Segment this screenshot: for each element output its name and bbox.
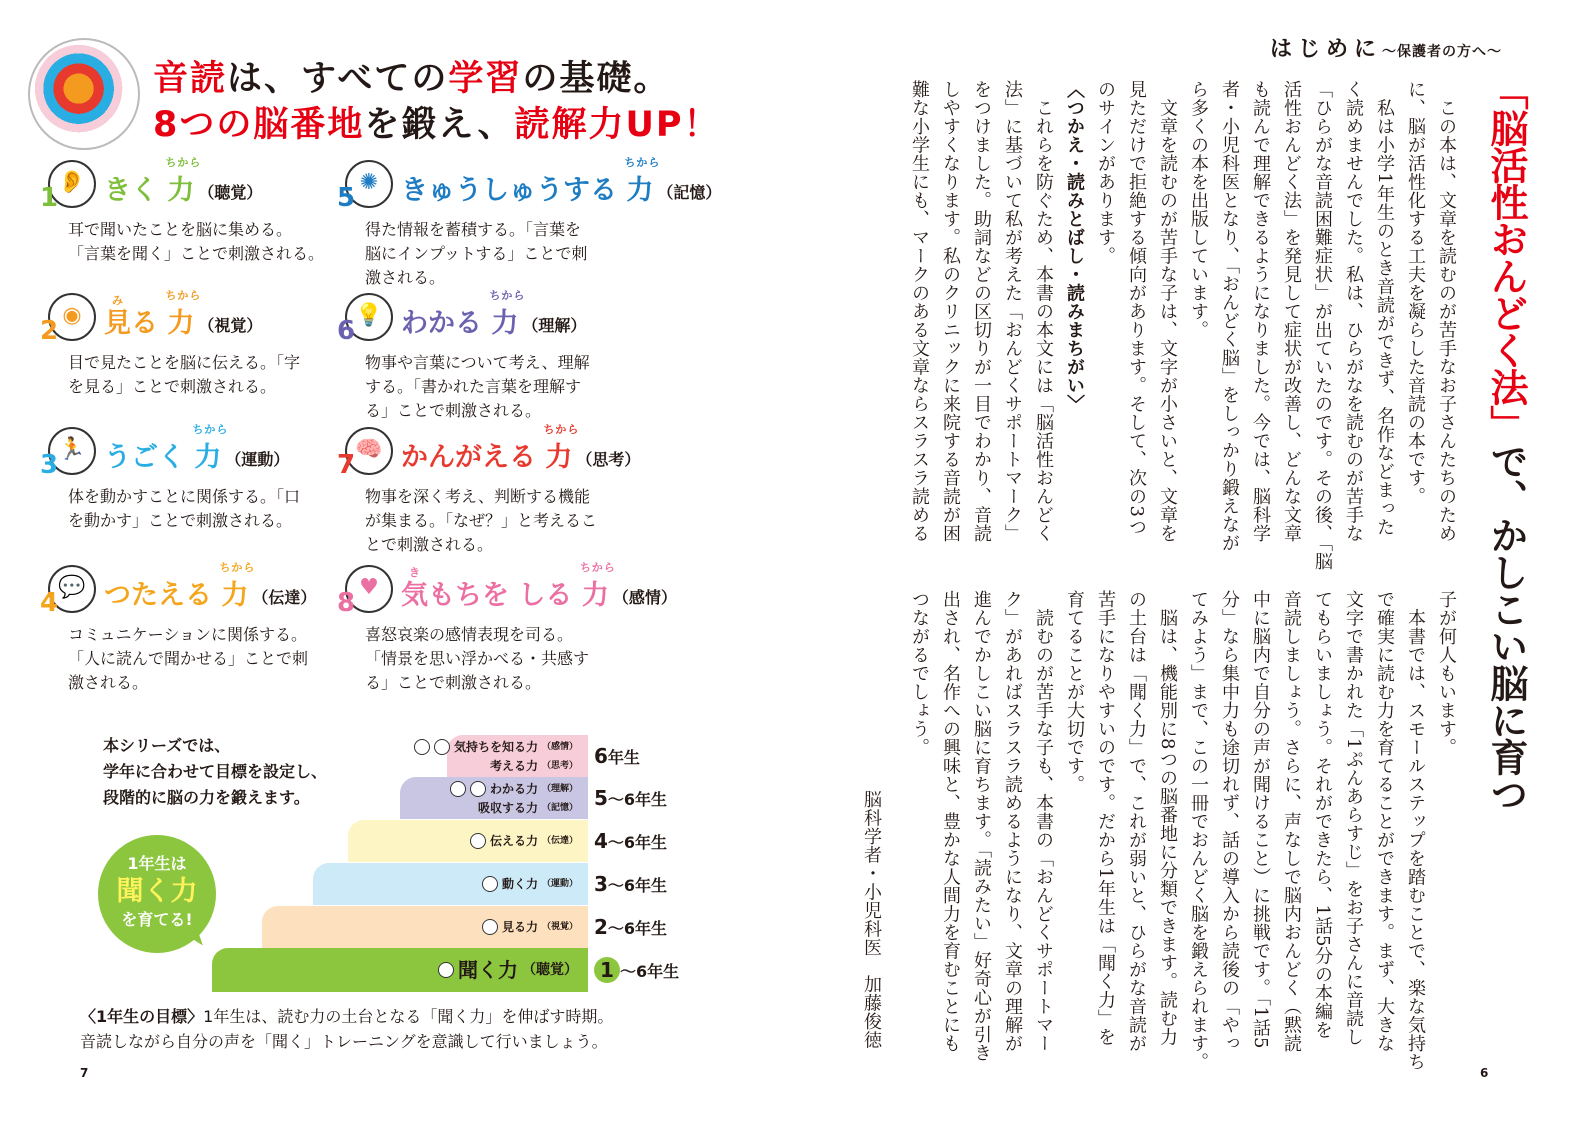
ability-description [365,351,725,423]
headline-segment: 読解力UP！ [514,105,721,145]
grade-label [594,829,667,855]
chikara: 力 [581,580,609,611]
text-column: つながるでしょう。 [909,590,930,757]
ability-icon [470,833,486,849]
text-column: 法」に基づいて私が考えた「おんどくサポートマーク」 [1002,80,1023,543]
headline-line-2 [153,104,721,146]
lightbulb-icon [337,293,393,346]
headline-segment: は、すべての [227,59,449,99]
grade-text: 年生 [607,748,640,767]
text-column: 進んでかしこい脳に育ちます。「読みたい」好奇心が引き [971,590,992,1062]
first-grade-bubble [98,835,216,953]
chikara-wrap [192,423,229,473]
text-column: の土台は「聞く力」で、これが弱いと、ひらがな音読が [1126,590,1147,1053]
text-column: 文字で書かれた「1ぷんあらすじ」をお子さんに音読し [1343,590,1364,1046]
description-line: 「言葉を聞く」ことで刺激される。 [68,244,325,263]
icon-glyph: 🏃 [58,437,86,462]
heading-red: 「脳活性おんどく法」 [1484,72,1528,442]
step-line [482,875,578,894]
step-sense: （視覚） [541,922,578,932]
grade-label [594,744,640,770]
series-text-line: 段階的に脳の力を鍛えます。 [103,788,310,807]
description-line: が集まる。「なぜ？」と考えるこ [365,511,598,530]
ability-icon [414,739,430,755]
grade-number: 5 [594,786,608,810]
grade-step [212,948,588,992]
text-column: これらを防ぐため、本書の本文には「脳活性おんどく [1033,80,1054,543]
text-column: 難な小学生にも、マークのある文章ならスラスラ読める [909,80,930,543]
speech-bubble-icon [40,565,96,618]
step-line [438,957,578,983]
chikara-wrap [489,289,526,339]
text-column: 音読しましょう。さらに、声なしで脳内おんどく（黙読 [1281,590,1302,1053]
grade-number: 3 [594,872,608,896]
grade-label [594,872,667,898]
headline-segment: の基礎。 [522,59,671,99]
description-line: する。「書かれた言葉を理解す [365,377,582,396]
step-sense: （理解） [541,783,578,794]
text-column: この本は、文章を読むのが苦手なお子さんたちのため [1436,80,1457,543]
ability-kana: きゅうしゅうする [401,175,617,206]
furigana: ちから [165,289,202,302]
grade-label [594,786,667,812]
description-line: 脳にインプットする」ことで刺 [365,244,588,263]
text-column: 活性おんどく法」を発見して症状が改善し、どんな文章 [1281,80,1302,543]
ability-title [104,561,256,613]
page-number-right: 6 [1480,1066,1489,1080]
step-sense: （聴覚） [522,962,578,978]
step-label: 吸収する力 [477,800,538,815]
furigana: ちから [219,561,256,574]
icon-glyph: ◉ [62,303,82,328]
headline-segment: を鍛え、 [364,105,515,145]
icon-glyph: 💬 [58,575,86,600]
running-person-icon [40,427,96,480]
chikara-wrap [543,423,580,473]
chikara: 力 [491,308,519,339]
text-column: 脳は、機能別に8つの脳番地に分類できます。読む力 [1157,590,1178,1046]
text-column: 「ひらがな音読困難症状」が出ていたのです。その後、「脳 [1312,80,1333,571]
ability-kana: きく [104,175,158,206]
text-column: で確実に読む力を育てることができます。まず、大きな [1374,590,1395,1053]
ability-sense: （思考） [576,450,641,469]
headline-segment: 学習 [448,59,523,99]
ability-title [401,289,526,341]
grade-step [348,820,588,862]
text-column: く読めませんでした。私は、ひらがなを読むのが苦手な [1343,80,1364,543]
description-line: る」ことで刺激される。 [365,401,542,420]
step-label: わかる力 [489,781,538,796]
step-label: 伝える力 [489,834,538,848]
text-column: しやすくなります。私のクリニックに来院する音読が困 [940,80,961,543]
headline-segment: 音読 [153,59,228,99]
text-column: 文章を読むのが苦手な子は、文字が小さいと、文章を [1157,80,1178,543]
ability-title [104,156,202,208]
text-column: 育てることが大切です。 [1064,590,1085,794]
text-column: 出され、名作への興味と、豊かな人間力を育むことにも [940,590,961,1053]
text-column: 本書では、スモールステップを踏むことで、楽な気持ち [1405,590,1426,1071]
vertical-heading [1480,72,1532,812]
step-line [414,737,578,756]
chikara-wrap [165,289,202,339]
icon-glyph: ♥ [359,575,379,600]
text-column: のサインがあります。 [1095,80,1116,265]
grade-step [447,735,588,777]
chikara: 力 [167,308,195,339]
furigana: ちから [543,423,580,436]
ability-kana: 気もちを しる [401,580,573,611]
ability-number: 5 [337,183,356,213]
ability-number: 4 [40,588,59,618]
title-text: はじめに [1270,37,1383,62]
ability-header [337,289,725,346]
text-column: をつけました。助詞などの区切りが一目でわかり、音読 [971,80,992,543]
eye-icon [40,293,96,346]
ability-description [365,218,725,290]
description-line: コミュニケーションに関係する。 [68,625,308,644]
ability-icon [434,739,450,755]
ability-sense: （視覚） [198,316,263,335]
ability-title [104,423,229,475]
chikara-wrap [219,561,256,611]
text-column: 読むのが苦手な子も、本書の「おんどくサポートマー [1033,590,1054,1053]
text-column: 苦手になりやすいのです。だから1年生は「聞く力」を [1095,590,1116,1046]
step-line [490,756,578,775]
ability-icon [450,781,466,797]
description-line: とで刺激される。 [365,535,494,554]
grade-label [594,915,667,941]
description-line: 得た情報を蓄積する。「言葉を [365,220,582,239]
chikara-wrap [579,561,616,611]
ability-item-7 [337,423,725,557]
step-sense: （伝達） [541,836,578,846]
furigana: ちから [489,289,526,302]
ability-kana: わかる [401,308,482,339]
headline-segment: 8つの脳番地 [153,105,365,145]
ability-header [337,156,725,213]
grade-text: ～6年生 [620,962,680,981]
ability-icon [470,781,486,797]
ability-sense: （理解） [522,316,587,335]
icon-glyph: 🧠 [355,437,383,462]
chikara: 力 [167,175,195,206]
furigana: き [409,566,421,579]
goal-text: 1年生は、読む力の土台となる「聞く力」を伸ばす時期。 [203,1007,614,1026]
description-line: 目で見たことを脳に伝える。「字 [68,353,301,372]
ability-number: 2 [40,316,59,346]
description-line: 物事や言葉について考え、理解 [365,353,590,372]
chikara: 力 [545,442,573,473]
description-line: 体を動かすことに関係する。「口 [68,487,301,506]
series-text-line: 本シリーズでは、 [103,736,231,755]
ability-item-6 [337,289,725,423]
page-number-left: 7 [80,1066,89,1080]
network-node-icon [337,160,393,213]
furigana: ちから [624,156,661,169]
step-label: 聞く力 [458,958,518,982]
author-signature: 脳科学者・小児科医 加藤俊徳 [861,790,882,1049]
grade-step [400,777,588,819]
ability-icon [482,919,498,935]
description-line: 激される。 [68,673,149,692]
step-sense: （運動） [541,879,578,889]
brain-logo-icon [28,38,140,150]
ability-number: 8 [337,588,356,618]
text-column: 分」なら集中力も途切れず、話の導入から読後の「やっ [1219,590,1240,1053]
grade-step [262,906,588,948]
description-line: 「情景を思い浮かべる・共感す [365,649,590,668]
text-column: てもらいましょう。それができたら、1話5分の本編を [1312,590,1333,1040]
chikara: 力 [194,442,222,473]
grade-number: 6 [594,744,608,768]
text-column: も読んで理解できるようになりました。今では、脳科学 [1250,80,1271,543]
description-line: 物事を深く考え、判断する機能 [365,487,590,506]
ear-icon [40,160,96,213]
description-line: 耳で聞いたことを脳に集める。 [68,220,293,239]
ability-icon [482,876,498,892]
furigana: ちから [192,423,229,436]
chikara-wrap [624,156,661,206]
goal-line-1 [80,1006,613,1028]
grade-label [594,957,679,984]
ability-kana: 見る [104,308,158,339]
ability-title [401,423,580,475]
step-label: 考える力 [489,758,538,773]
furigana: み [112,294,124,307]
ability-header [337,423,725,480]
ability-sense: （伝達） [252,588,317,607]
goal-line-2: 音読しながら自分の声を「聞く」トレーニングを意識して行いましょう。 [80,1032,608,1051]
description-line: る」ことで刺激される。 [365,673,542,692]
ability-item-8 [337,561,725,695]
text-column: 〈つかえ・読みとばし・読みまちがい〉 [1064,80,1085,413]
grade-number: 1 [594,957,620,983]
ability-number: 7 [337,450,356,480]
series-text-line: 学年に合わせて目標を設定し、 [103,762,328,781]
description-line: を動かす」ことで刺激される。 [68,511,293,530]
bubble-line: を育てる! [121,910,193,929]
step-line [482,918,578,937]
ability-number: 6 [337,316,356,346]
ability-kana: うごく [104,442,185,473]
bubble-line: 1年生は [127,854,187,873]
chikara: 力 [221,580,249,611]
ability-description [365,485,725,557]
step-sense: （記憶） [541,802,578,813]
ability-sense: （記憶） [657,183,722,202]
bubble-highlight: 聞く力 [116,876,198,907]
ability-title [104,289,202,341]
ability-sense: （聴覚） [198,183,263,202]
icon-glyph: 👂 [58,170,86,195]
ability-header [337,561,725,618]
ability-title [401,156,661,208]
step-line [450,779,578,798]
brain-glasses-icon [337,427,393,480]
text-column: に、脳が活性化する工夫を凝らした音読の本です。 [1405,80,1426,506]
text-column: 私は小学1年生のとき音読ができず、名作などまった [1374,80,1395,536]
step-label: 見る力 [501,920,538,934]
icon-glyph: 💡 [355,303,383,328]
ability-number: 3 [40,450,59,480]
ability-item-5 [337,156,725,290]
ability-title [401,561,616,613]
text-column: 子が何人もいます。 [1436,590,1457,757]
ability-icon [438,962,454,978]
description-line: 喜怒哀楽の感情表現を司る。 [365,625,574,644]
ability-description [365,623,725,695]
icon-glyph: ✺ [359,170,379,195]
grade-text: ～6年生 [607,876,668,895]
grade-step [313,863,588,905]
text-column: ら多くの本を出版しています。 [1188,80,1209,339]
description-line: 「人に読んで聞かせる」ことで刺 [68,649,309,668]
step-sense: （思考） [541,760,578,771]
step-label: 動く力 [501,877,538,891]
step-line [470,832,578,851]
chikara-wrap [165,156,202,206]
text-column: ク」があればスラスラ読めるようになり、文章の理解が [1002,590,1023,1053]
description-line: 激される。 [365,268,446,287]
grade-number: 4 [594,829,608,853]
furigana: ちから [165,156,202,169]
heading-rest: で、かしこい脳に育つ [1484,442,1528,812]
ability-sense: （感情） [612,588,677,607]
heart-icon [337,565,393,618]
text-column: 者・小児科医となり、「おんどく脳」をしっかり鍛えなが [1219,80,1240,552]
furigana: ちから [579,561,616,574]
step-line [478,798,578,817]
ability-number: 1 [40,183,59,213]
step-label: 気持ちを知る力 [453,739,538,754]
subtitle-text: ～保護者の方へ～ [1382,44,1503,60]
intro-title [1270,32,1502,63]
ability-kana: つたえる [104,580,212,611]
text-column: 見ただけで拒絶する傾向があります。そして、次の3つ [1126,80,1147,536]
goal-label: 〈1年生の目標〉 [80,1007,204,1026]
series-description [103,733,327,811]
body-text-upper [904,80,1462,571]
headline-line-1 [153,58,670,100]
text-column: 中に脳内で自分の声が聞けること）に挑戦です。「1話5 [1250,590,1271,1049]
body-text-lower [904,590,1462,1071]
grade-text: ～6年生 [607,790,668,809]
grade-number: 2 [594,915,608,939]
chikara: 力 [626,175,654,206]
ability-kana: かんがえる [401,442,536,473]
ability-sense: （運動） [225,450,290,469]
step-sense: （感情） [541,741,578,752]
grade-text: ～6年生 [607,919,668,938]
grade-text: ～6年生 [607,833,668,852]
text-column: てみよう」まで、この一冊でおんどく脳を鍛えられます。 [1188,590,1209,1071]
description-line: を見る」ことで刺激される。 [68,377,277,396]
